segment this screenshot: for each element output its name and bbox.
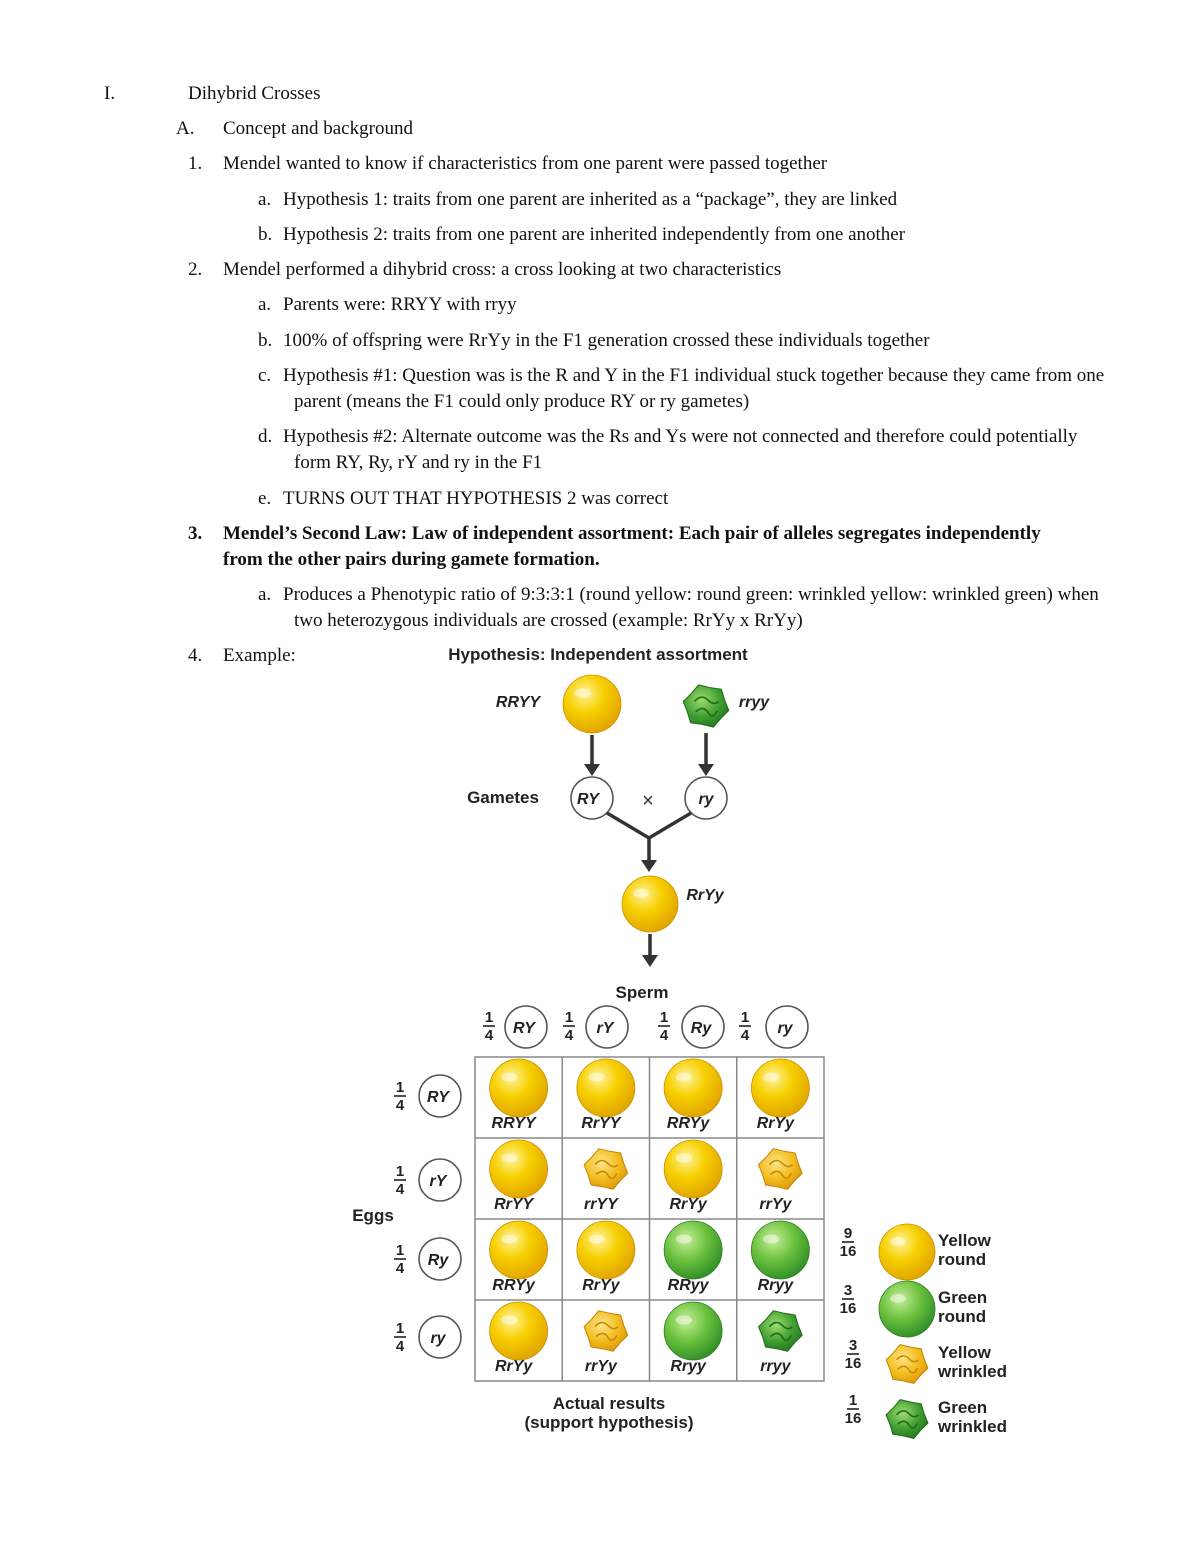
pea-yellow-round-icon (664, 1140, 722, 1198)
eggs-label: Eggs (352, 1206, 394, 1225)
pea-yellow-round-icon (879, 1224, 935, 1280)
legend-color: Yellow (938, 1231, 991, 1250)
pea-highlight (501, 1153, 517, 1162)
list-number: 3. (188, 523, 203, 544)
legend-shape: wrinkled (938, 1362, 1007, 1381)
sublist-item: Parents were: RRYY with rryy (283, 294, 517, 315)
fraction-numerator: 1 (659, 1009, 669, 1026)
cell-genotype: RRYY (491, 1115, 536, 1132)
f1-pea-yellow-round (622, 876, 678, 932)
phenotype-legend (840, 1224, 1007, 1438)
gamete-label: rY (596, 1020, 614, 1037)
fraction-numerator: 1 (740, 1009, 750, 1026)
fusion-lines (607, 813, 691, 838)
f1-genotype: RrYy (686, 887, 724, 904)
pea-highlight (763, 1234, 779, 1243)
fraction-denominator: 16 (844, 1410, 862, 1427)
parent-genotype-rryy-upper: RRYY (495, 694, 541, 711)
sublist-letter: b. (258, 330, 273, 351)
parent-pea-green-wrinkled (683, 685, 729, 727)
section-heading: Dihybrid Crosses (188, 83, 321, 104)
caption-line-1: Actual results (552, 1394, 666, 1413)
cell-genotype: rryy (760, 1358, 791, 1375)
fraction-numerator: 1 (395, 1242, 405, 1259)
section-number: I. (104, 83, 116, 104)
gamete-label: ry (777, 1020, 793, 1037)
fraction-numerator: 1 (395, 1320, 405, 1337)
sublist-letter: c. (258, 365, 272, 386)
subsection-letter: A. (176, 118, 195, 139)
legend-color: Green (938, 1288, 988, 1307)
pea-green-round-icon (664, 1302, 722, 1360)
pea-green-round-icon (751, 1221, 809, 1279)
gamete-label: Ry (690, 1020, 712, 1037)
fraction-denominator: 4 (484, 1027, 494, 1044)
fraction-numerator: 1 (564, 1009, 574, 1026)
list-number: 1. (188, 153, 203, 174)
arrow-head (698, 764, 714, 776)
pea-yellow-round-icon (577, 1221, 635, 1279)
pea-yellow-round-icon (751, 1059, 809, 1117)
pea-green-round-icon (751, 1221, 809, 1279)
parent-pea-yellow-round (563, 675, 621, 733)
sublist-letter: b. (258, 224, 273, 245)
pea-highlight (501, 1315, 517, 1324)
legend-color: Yellow (938, 1343, 991, 1362)
legend-shape: wrinkled (938, 1417, 1007, 1436)
pea-yellow-round-icon (563, 675, 621, 733)
pea-highlight (588, 1072, 604, 1081)
gametes-label: Gametes (467, 788, 539, 807)
list-number: 2. (188, 259, 203, 280)
pea-yellow-wrinkled-icon (886, 1345, 928, 1384)
pea-yellow-round-icon (490, 1059, 548, 1117)
pea-highlight (763, 1072, 779, 1081)
sublist-letter: a. (258, 294, 272, 315)
diagram-title: Hypothesis: Independent assortment (448, 645, 748, 664)
cell-genotype: RRyy (667, 1277, 709, 1294)
pea-yellow-round-icon (490, 1221, 548, 1279)
cell-genotype: RrYY (581, 1115, 621, 1132)
pea-green-wrinkled-icon (683, 685, 729, 727)
pea-highlight (633, 889, 649, 898)
cell-genotype: RrYY (494, 1196, 534, 1213)
sublist-item: Hypothesis 1: traits from one parent are inherited as a “package”, they are linked (283, 189, 898, 210)
fraction-numerator: 1 (395, 1079, 405, 1096)
pea-green-wrinkled-icon (886, 1400, 928, 1439)
pea-yellow-round-icon (577, 1059, 635, 1117)
fraction-denominator: 4 (740, 1027, 750, 1044)
cell-genotype: RrYy (756, 1115, 795, 1132)
pea-green-round-icon (664, 1221, 722, 1279)
pea-highlight (676, 1315, 692, 1324)
sublist-letter: e. (258, 488, 272, 509)
fraction-denominator: 4 (395, 1097, 405, 1114)
gamete-label: Ry (427, 1252, 449, 1269)
legend-item (840, 1281, 987, 1337)
pea-yellow-round-icon (577, 1059, 635, 1117)
parent-genotype-rryy-lower: rryy (738, 694, 770, 711)
arrow-head (641, 860, 657, 872)
pea-highlight (676, 1234, 692, 1243)
gamete-label: rY (429, 1173, 447, 1190)
pea-yellow-round-icon (664, 1140, 722, 1198)
pea-yellow-round-icon (879, 1224, 935, 1280)
pea-yellow-wrinkled-icon (886, 1345, 928, 1384)
sublist-item: Produces a Phenotypic ratio of 9:3:3:1 (round yellow: round green: wrinkled yellow: wrinkled green) when two heterozygous individuals are crossed (example: RrYy x RrYy) (283, 584, 1099, 631)
cell-genotype: RRYy (666, 1115, 710, 1132)
cell-genotype: RRYy (492, 1277, 535, 1294)
pea-yellow-round-icon (490, 1140, 548, 1198)
cell-genotype: Rryy (670, 1358, 706, 1375)
pea-yellow-round-icon (664, 1059, 722, 1117)
pea-yellow-round-icon (577, 1221, 635, 1279)
gamete-label: RY (513, 1020, 535, 1037)
sperm-label: Sperm (615, 983, 669, 1002)
legend-item (845, 1392, 1007, 1438)
fraction-numerator: 1 (848, 1392, 858, 1409)
cell-genotype: RrYy (582, 1277, 620, 1294)
fraction-denominator: 4 (395, 1260, 405, 1277)
fraction-denominator: 4 (659, 1027, 669, 1044)
fraction-denominator: 4 (564, 1027, 574, 1044)
pea-highlight (575, 688, 591, 697)
pea-highlight (501, 1234, 517, 1243)
pea-yellow-round-icon (490, 1302, 548, 1360)
fraction-denominator: 4 (395, 1338, 405, 1355)
fraction-numerator: 1 (484, 1009, 494, 1026)
punnett-square (475, 1057, 824, 1381)
fraction-numerator: 3 (843, 1282, 853, 1299)
sublist-letter: a. (258, 189, 272, 210)
pea-highlight (676, 1072, 692, 1081)
gamete-label: RY (427, 1089, 449, 1106)
list-item: Mendel performed a dihybrid cross: a cross looking at two characteristics (223, 259, 782, 280)
fraction-denominator: 4 (395, 1181, 405, 1198)
pea-green-wrinkled-icon (886, 1400, 928, 1439)
pea-green-round-icon (664, 1221, 722, 1279)
cell-genotype: Rryy (757, 1277, 794, 1294)
list-item: Example: (223, 645, 296, 666)
legend-item (845, 1337, 1007, 1383)
cell-genotype: rrYy (759, 1196, 792, 1213)
fraction-numerator: 1 (395, 1163, 405, 1180)
legend-shape: round (938, 1250, 987, 1269)
subsection-heading: Concept and background (223, 118, 413, 139)
arrow-head (642, 955, 658, 967)
pea-highlight (676, 1153, 692, 1162)
fraction-numerator: 3 (848, 1337, 858, 1354)
list-item: Mendel wanted to know if characteristics from one parent were passed together (223, 153, 828, 174)
pea-yellow-round-icon (490, 1059, 548, 1117)
cell-genotype: RrYy (669, 1196, 707, 1213)
fraction-denominator: 16 (839, 1243, 857, 1260)
egg-gametes (394, 1075, 461, 1358)
legend-color: Green (938, 1398, 988, 1417)
pea-yellow-round-icon (664, 1059, 722, 1117)
sublist-item: Hypothesis #1: Question was is the R and Y in the F1 individual stuck together because they came from one parent (means the F1 could only produce RY or ry gametes) (283, 365, 1105, 412)
gamete-label: ry (430, 1330, 446, 1347)
pea-yellow-round-icon (622, 876, 678, 932)
cross-symbol: × (642, 790, 654, 812)
pea-highlight (890, 1294, 906, 1303)
pea-yellow-round-icon (490, 1140, 548, 1198)
pea-yellow-round-icon (490, 1221, 548, 1279)
sublist-item: 100% of offspring were RrYy in the F1 generation crossed these individuals together (283, 330, 930, 351)
legend-shape: round (938, 1307, 987, 1326)
list-number: 4. (188, 645, 203, 666)
gamete-label: ry (698, 791, 714, 808)
sublist-item: Hypothesis 2: traits from one parent are inherited independently from one another (283, 224, 906, 245)
caption-line-2: (support hypothesis) (524, 1413, 694, 1432)
sublist-letter: a. (258, 584, 272, 605)
sperm-gametes (483, 1006, 808, 1048)
sublist-letter: d. (258, 426, 273, 447)
fraction-denominator: 16 (844, 1355, 862, 1372)
cell-genotype: RrYy (494, 1358, 533, 1375)
arrow-head (584, 764, 600, 776)
fraction-numerator: 9 (843, 1225, 853, 1242)
pea-highlight (501, 1072, 517, 1081)
cell-genotype: rrYY (583, 1196, 618, 1213)
legend-item (840, 1224, 992, 1280)
pea-green-round-icon (879, 1281, 935, 1337)
pea-yellow-round-icon (490, 1302, 548, 1360)
sublist-item: Hypothesis #2: Alternate outcome was the Rs and Ys were not connected and therefore could potentially form RY, Ry, rY and ry in the F1 (283, 426, 1078, 473)
pea-highlight (890, 1237, 906, 1246)
pea-yellow-round-icon (751, 1059, 809, 1117)
pea-green-round-icon (664, 1302, 722, 1360)
sublist-item: TURNS OUT THAT HYPOTHESIS 2 was correct (283, 488, 669, 509)
cell-genotype: rrYy (584, 1358, 617, 1375)
mendel-second-law: Mendel’s Second Law: Law of independent assortment: Each pair of alleles segregates independently from the other pairs during gamete formation. (223, 523, 1041, 570)
pea-green-round-icon (879, 1281, 935, 1337)
fraction-denominator: 16 (839, 1300, 857, 1317)
pea-highlight (588, 1234, 604, 1243)
gamete-label: RY (577, 791, 599, 808)
